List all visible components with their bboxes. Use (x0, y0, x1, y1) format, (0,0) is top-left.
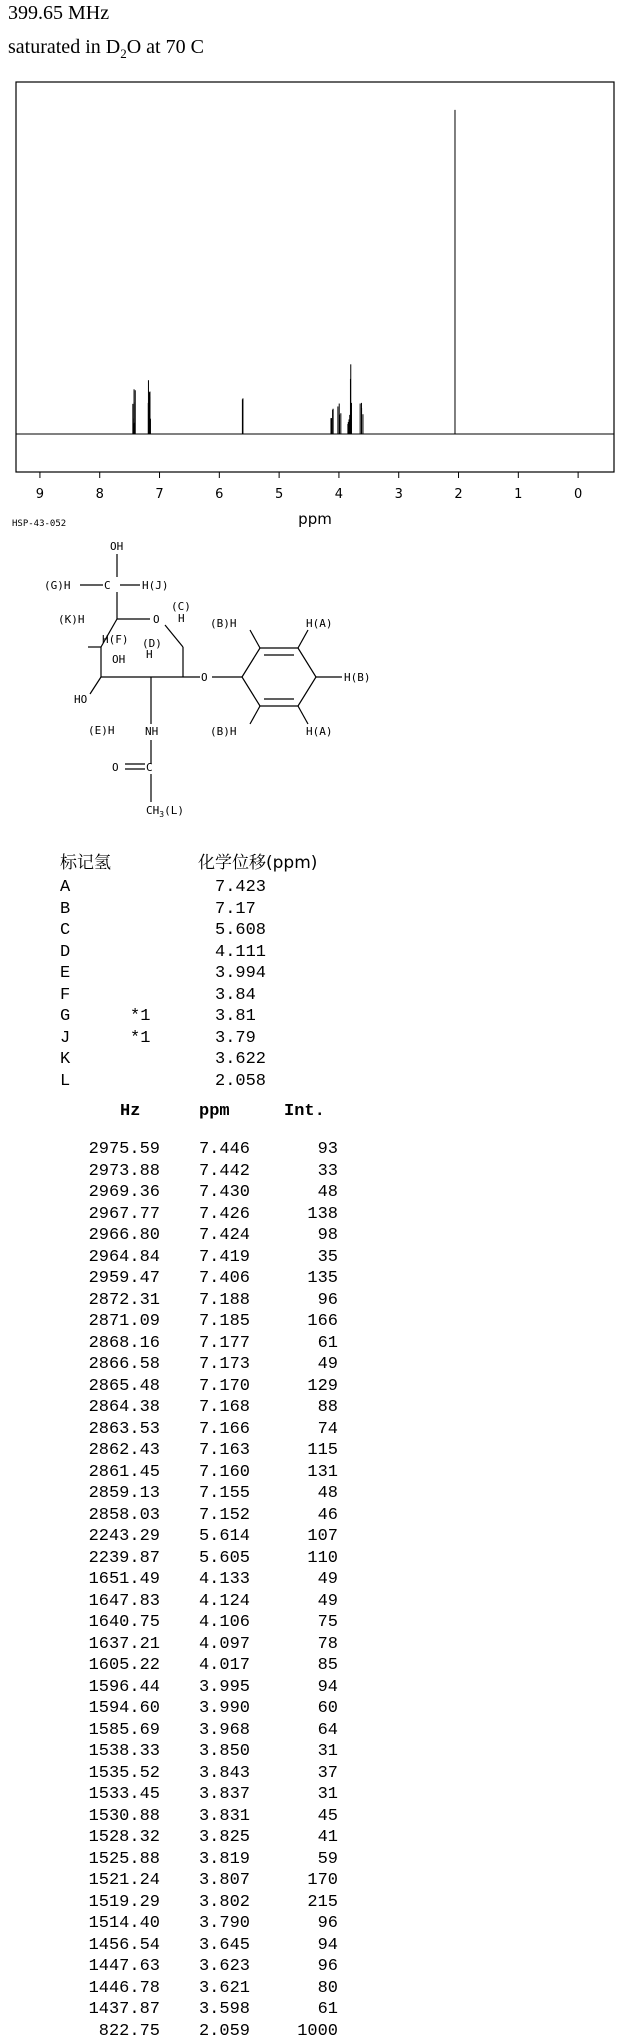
assignment-row (60, 943, 380, 965)
peak-row (78, 1205, 378, 1227)
peak-int: 135 (268, 1269, 338, 1288)
peak-hz: 1605.22 (78, 1656, 160, 1675)
peak-row (78, 1248, 378, 1270)
structure-code: HSP-43-052 (12, 519, 66, 529)
peak-ppm: 7.430 (170, 1183, 250, 1202)
assignment-shift: 3.84 (215, 986, 256, 1005)
peak-int: 61 (268, 2000, 338, 2019)
x-axis-label: ppm (298, 510, 332, 528)
peak-hz: 2858.03 (78, 1506, 160, 1525)
peak-ppm: 4.106 (170, 1613, 250, 1632)
assignment-row (60, 1007, 380, 1029)
assignment-note: *1 (130, 1007, 150, 1026)
peak-ppm: 3.990 (170, 1699, 250, 1718)
peak-int: 48 (268, 1484, 338, 1503)
peak-ppm: 3.819 (170, 1850, 250, 1869)
peak-hz: 1535.52 (78, 1764, 160, 1783)
peak-row (78, 1979, 378, 2001)
x-tick-label: 5 (275, 487, 283, 502)
label-ch3-c: CH (146, 804, 159, 817)
label-b-bot: (B)H (210, 725, 237, 738)
label-h-j: H(J) (142, 579, 169, 592)
peak-int: 215 (268, 1893, 338, 1912)
peak-hz: 2871.09 (78, 1312, 160, 1331)
peak-col-hz: Hz (120, 1102, 140, 1121)
x-tick-label: 7 (155, 487, 163, 502)
assignment-row (60, 1050, 380, 1072)
peak-hz: 2969.36 (78, 1183, 160, 1202)
peak-col-int: Int. (284, 1102, 325, 1121)
label-nh: NH (145, 725, 158, 738)
peak-hz: 1521.24 (78, 1871, 160, 1890)
peak-hz: 1647.83 (78, 1592, 160, 1611)
spectrum-peaks (133, 110, 455, 434)
label-a-top: H(A) (306, 617, 333, 630)
peak-int: 110 (268, 1549, 338, 1568)
assignment-shift: 3.81 (215, 1007, 256, 1026)
peak-ppm: 7.173 (170, 1355, 250, 1374)
peak-hz: 1528.32 (78, 1828, 160, 1847)
peak-int: 129 (268, 1377, 338, 1396)
peak-ppm: 7.442 (170, 1162, 250, 1181)
assignment-shift: 4.111 (215, 943, 266, 962)
peak-ppm: 4.017 (170, 1656, 250, 1675)
peak-int: 80 (268, 1979, 338, 1998)
x-tick-label: 4 (335, 487, 343, 502)
peak-int: 41 (268, 1828, 338, 1847)
peak-row (78, 1656, 378, 1678)
structure-bonds (80, 554, 342, 802)
peak-row (78, 1871, 378, 1893)
peak-hz: 2966.80 (78, 1226, 160, 1245)
assignment-shift: 7.423 (215, 878, 266, 897)
peak-row (78, 1613, 378, 1635)
molecular-structure (0, 512, 619, 842)
peak-int: 64 (268, 1721, 338, 1740)
peak-int: 49 (268, 1570, 338, 1589)
peak-row (78, 1936, 378, 1958)
peak-row (78, 1334, 378, 1356)
peak-int: 46 (268, 1506, 338, 1525)
nmr-spectrum-chart (0, 74, 619, 534)
peak-ppm: 3.802 (170, 1893, 250, 1912)
peak-row (78, 1764, 378, 1786)
assignment-label: J (60, 1029, 70, 1048)
assignment-row (60, 878, 380, 900)
peak-int: 48 (268, 1183, 338, 1202)
peak-col-ppm: ppm (199, 1102, 230, 1121)
label-d: (D) (142, 637, 162, 650)
peak-hz: 1640.75 (78, 1613, 160, 1632)
peak-row (78, 2000, 378, 2022)
peak-ppm: 7.160 (170, 1463, 250, 1482)
assignment-label: K (60, 1050, 70, 1069)
label-carbonyl-o: O (112, 761, 119, 774)
peak-hz: 1447.63 (78, 1957, 160, 1976)
peak-ppm: 2.059 (170, 2022, 250, 2041)
x-tick-label: 6 (215, 487, 223, 502)
peak-int: 166 (268, 1312, 338, 1331)
peak-int: 1000 (268, 2022, 338, 2041)
assignment-label: B (60, 900, 70, 919)
assignment-label: F (60, 986, 70, 1005)
peak-int: 61 (268, 1334, 338, 1353)
peak-row (78, 1828, 378, 1850)
peak-hz: 2864.38 (78, 1398, 160, 1417)
label-e-h: (E)H (88, 724, 115, 737)
peak-ppm: 3.623 (170, 1957, 250, 1976)
peak-hz: 2866.58 (78, 1355, 160, 1374)
assignment-row (60, 1072, 380, 1094)
peak-hz: 1446.78 (78, 1979, 160, 1998)
peak-ppm: 3.621 (170, 1979, 250, 1998)
peak-row (78, 1140, 378, 1162)
peak-ppm: 3.807 (170, 1871, 250, 1890)
peak-row (78, 1699, 378, 1721)
peak-hz: 1437.87 (78, 2000, 160, 2019)
peak-int: 60 (268, 1699, 338, 1718)
peak-ppm: 3.968 (170, 1721, 250, 1740)
peak-row (78, 1312, 378, 1334)
peak-list-table (78, 1102, 378, 2043)
peak-ppm: 3.598 (170, 2000, 250, 2019)
peak-hz: 2865.48 (78, 1377, 160, 1396)
peak-ppm: 3.995 (170, 1678, 250, 1697)
peak-int: 131 (268, 1463, 338, 1482)
assignment-shift: 2.058 (215, 1072, 266, 1091)
assignment-col-label: 标记氢 (60, 848, 111, 873)
peak-row (78, 1162, 378, 1184)
peak-row (78, 1850, 378, 1872)
peak-int: 88 (268, 1398, 338, 1417)
solvent-prefix: saturated in D (8, 36, 120, 58)
peak-int: 49 (268, 1592, 338, 1611)
label-b-top: (B)H (210, 617, 237, 630)
peak-int: 98 (268, 1226, 338, 1245)
solvent-suffix: O at 70 C (127, 36, 204, 58)
peak-int: 94 (268, 1678, 338, 1697)
peak-ppm: 7.446 (170, 1140, 250, 1159)
peak-int: 33 (268, 1162, 338, 1181)
peak-int: 96 (268, 1957, 338, 1976)
assignment-shift: 5.608 (215, 921, 266, 940)
peak-hz: 2239.87 (78, 1549, 160, 1568)
assignment-row (60, 921, 380, 943)
peak-row (78, 1398, 378, 1420)
peak-row (78, 1678, 378, 1700)
peak-int: 45 (268, 1807, 338, 1826)
peak-int: 75 (268, 1613, 338, 1632)
assignment-row (60, 1029, 380, 1051)
peak-row (78, 1635, 378, 1657)
peak-hz: 2861.45 (78, 1463, 160, 1482)
label-a-bot: H(A) (306, 725, 333, 738)
peak-int: 35 (268, 1248, 338, 1267)
peak-int: 59 (268, 1850, 338, 1869)
peak-int: 93 (268, 1140, 338, 1159)
peak-hz: 2862.43 (78, 1441, 160, 1460)
label-oh-mid: OH (112, 653, 125, 666)
label-ring-o: O (153, 613, 160, 626)
peak-int: 49 (268, 1355, 338, 1374)
peak-hz: 2967.77 (78, 1205, 160, 1224)
x-tick-label: 8 (96, 487, 104, 502)
peak-hz: 1530.88 (78, 1807, 160, 1826)
peak-hz: 2964.84 (78, 1248, 160, 1267)
peak-row (78, 1506, 378, 1528)
peak-row (78, 1721, 378, 1743)
peak-row (78, 1957, 378, 1979)
label-c-h: H (178, 612, 185, 625)
peak-ppm: 4.133 (170, 1570, 250, 1589)
peak-ppm: 7.177 (170, 1334, 250, 1353)
peak-ppm: 7.188 (170, 1291, 250, 1310)
assignment-table (60, 848, 380, 1093)
peak-int: 96 (268, 1291, 338, 1310)
peak-hz: 1456.54 (78, 1936, 160, 1955)
peak-hz: 1585.69 (78, 1721, 160, 1740)
assignment-shift: 3.994 (215, 964, 266, 983)
peak-int: 94 (268, 1936, 338, 1955)
x-tick-label: 3 (395, 487, 403, 502)
assignment-label: D (60, 943, 70, 962)
x-tick-label: 9 (36, 487, 44, 502)
peak-ppm: 7.419 (170, 1248, 250, 1267)
peak-hz: 2863.53 (78, 1420, 160, 1439)
peak-int: 78 (268, 1635, 338, 1654)
peak-row (78, 1463, 378, 1485)
peak-hz: 2975.59 (78, 1140, 160, 1159)
assignment-header (60, 848, 380, 878)
peak-ppm: 7.155 (170, 1484, 250, 1503)
peak-ppm: 7.168 (170, 1398, 250, 1417)
peak-row (78, 1914, 378, 1936)
peak-row (78, 1441, 378, 1463)
label-d-h: H (146, 648, 153, 661)
peak-row (78, 2022, 378, 2043)
peak-hz: 1519.29 (78, 1893, 160, 1912)
assignment-row (60, 986, 380, 1008)
peak-list-header (78, 1102, 378, 1140)
peak-ppm: 3.645 (170, 1936, 250, 1955)
assignment-row (60, 900, 380, 922)
peak-row (78, 1183, 378, 1205)
label-ch3 (146, 804, 184, 819)
peak-row (78, 1549, 378, 1571)
peak-hz: 1533.45 (78, 1785, 160, 1804)
solvent-conditions (8, 36, 204, 62)
label-k-h: (K)H (58, 613, 85, 626)
assignment-label: E (60, 964, 70, 983)
label-ch3-sub: 3 (159, 810, 164, 819)
peak-hz: 822.75 (78, 2022, 160, 2041)
peak-hz: 1538.33 (78, 1742, 160, 1761)
peak-rows (78, 1140, 378, 2043)
peak-hz: 1651.49 (78, 1570, 160, 1589)
label-h-b-right: H(B) (344, 671, 371, 684)
peak-int: 85 (268, 1656, 338, 1675)
peak-row (78, 1570, 378, 1592)
peak-row (78, 1484, 378, 1506)
x-ticks (36, 472, 582, 502)
assignment-label: A (60, 878, 70, 897)
peak-ppm: 7.424 (170, 1226, 250, 1245)
peak-int: 31 (268, 1785, 338, 1804)
peak-int: 138 (268, 1205, 338, 1224)
peak-ppm: 3.825 (170, 1828, 250, 1847)
peak-row (78, 1377, 378, 1399)
label-c: C (104, 579, 111, 592)
peak-hz: 1514.40 (78, 1914, 160, 1933)
peak-hz: 1525.88 (78, 1850, 160, 1869)
peak-int: 107 (268, 1527, 338, 1546)
peak-hz: 2868.16 (78, 1334, 160, 1353)
peak-hz: 2243.29 (78, 1527, 160, 1546)
label-o-link: O (201, 671, 208, 684)
peak-row (78, 1420, 378, 1442)
assignment-shift: 3.79 (215, 1029, 256, 1048)
peak-ppm: 5.605 (170, 1549, 250, 1568)
label-oh-top: OH (110, 540, 123, 553)
assignment-row (60, 964, 380, 986)
peak-row (78, 1527, 378, 1549)
peak-ppm: 3.843 (170, 1764, 250, 1783)
peak-hz: 2959.47 (78, 1269, 160, 1288)
label-carbonyl-c: C (146, 761, 153, 774)
assignment-label: G (60, 1007, 70, 1026)
assignment-label: C (60, 921, 70, 940)
plot-frame (16, 82, 614, 472)
peak-int: 37 (268, 1764, 338, 1783)
peak-ppm: 3.831 (170, 1807, 250, 1826)
peak-ppm: 7.185 (170, 1312, 250, 1331)
peak-hz: 2859.13 (78, 1484, 160, 1503)
peak-ppm: 3.850 (170, 1742, 250, 1761)
assignment-note: *1 (130, 1029, 150, 1048)
peak-int: 74 (268, 1420, 338, 1439)
solvent-subscript: 2 (120, 46, 127, 61)
assignment-col-shift: 化学位移(ppm) (198, 848, 317, 873)
peak-int: 170 (268, 1871, 338, 1890)
peak-ppm: 7.406 (170, 1269, 250, 1288)
peak-row (78, 1807, 378, 1829)
x-tick-label: 1 (514, 487, 522, 502)
peak-ppm: 3.790 (170, 1914, 250, 1933)
label-h-f: H(F) (102, 633, 129, 646)
assignment-shift: 7.17 (215, 900, 256, 919)
peak-hz: 2973.88 (78, 1162, 160, 1181)
spectrometer-frequency: 399.65 MHz (8, 2, 109, 25)
peak-ppm: 5.614 (170, 1527, 250, 1546)
peak-row (78, 1355, 378, 1377)
label-ho: HO (74, 693, 87, 706)
peak-ppm: 7.163 (170, 1441, 250, 1460)
peak-ppm: 7.170 (170, 1377, 250, 1396)
peak-row (78, 1291, 378, 1313)
label-ch3-l: (L) (164, 804, 184, 817)
peak-ppm: 7.166 (170, 1420, 250, 1439)
assignment-shift: 3.622 (215, 1050, 266, 1069)
assignment-rows (60, 878, 380, 1093)
assignment-label: L (60, 1072, 70, 1091)
peak-row (78, 1269, 378, 1291)
peak-ppm: 4.124 (170, 1592, 250, 1611)
peak-hz: 1594.60 (78, 1699, 160, 1718)
peak-row (78, 1592, 378, 1614)
peak-ppm: 7.426 (170, 1205, 250, 1224)
peak-int: 96 (268, 1914, 338, 1933)
peak-ppm: 4.097 (170, 1635, 250, 1654)
x-tick-label: 0 (574, 487, 582, 502)
label-c-anomeric: (C) (171, 600, 191, 613)
peak-ppm: 7.152 (170, 1506, 250, 1525)
peak-row (78, 1742, 378, 1764)
peak-hz: 1596.44 (78, 1678, 160, 1697)
peak-row (78, 1893, 378, 1915)
peak-int: 115 (268, 1441, 338, 1460)
peak-ppm: 3.837 (170, 1785, 250, 1804)
peak-row (78, 1785, 378, 1807)
peak-hz: 1637.21 (78, 1635, 160, 1654)
label-g-h: (G)H (44, 579, 71, 592)
peak-int: 31 (268, 1742, 338, 1761)
x-tick-label: 2 (454, 487, 462, 502)
peak-row (78, 1226, 378, 1248)
peak-hz: 2872.31 (78, 1291, 160, 1310)
